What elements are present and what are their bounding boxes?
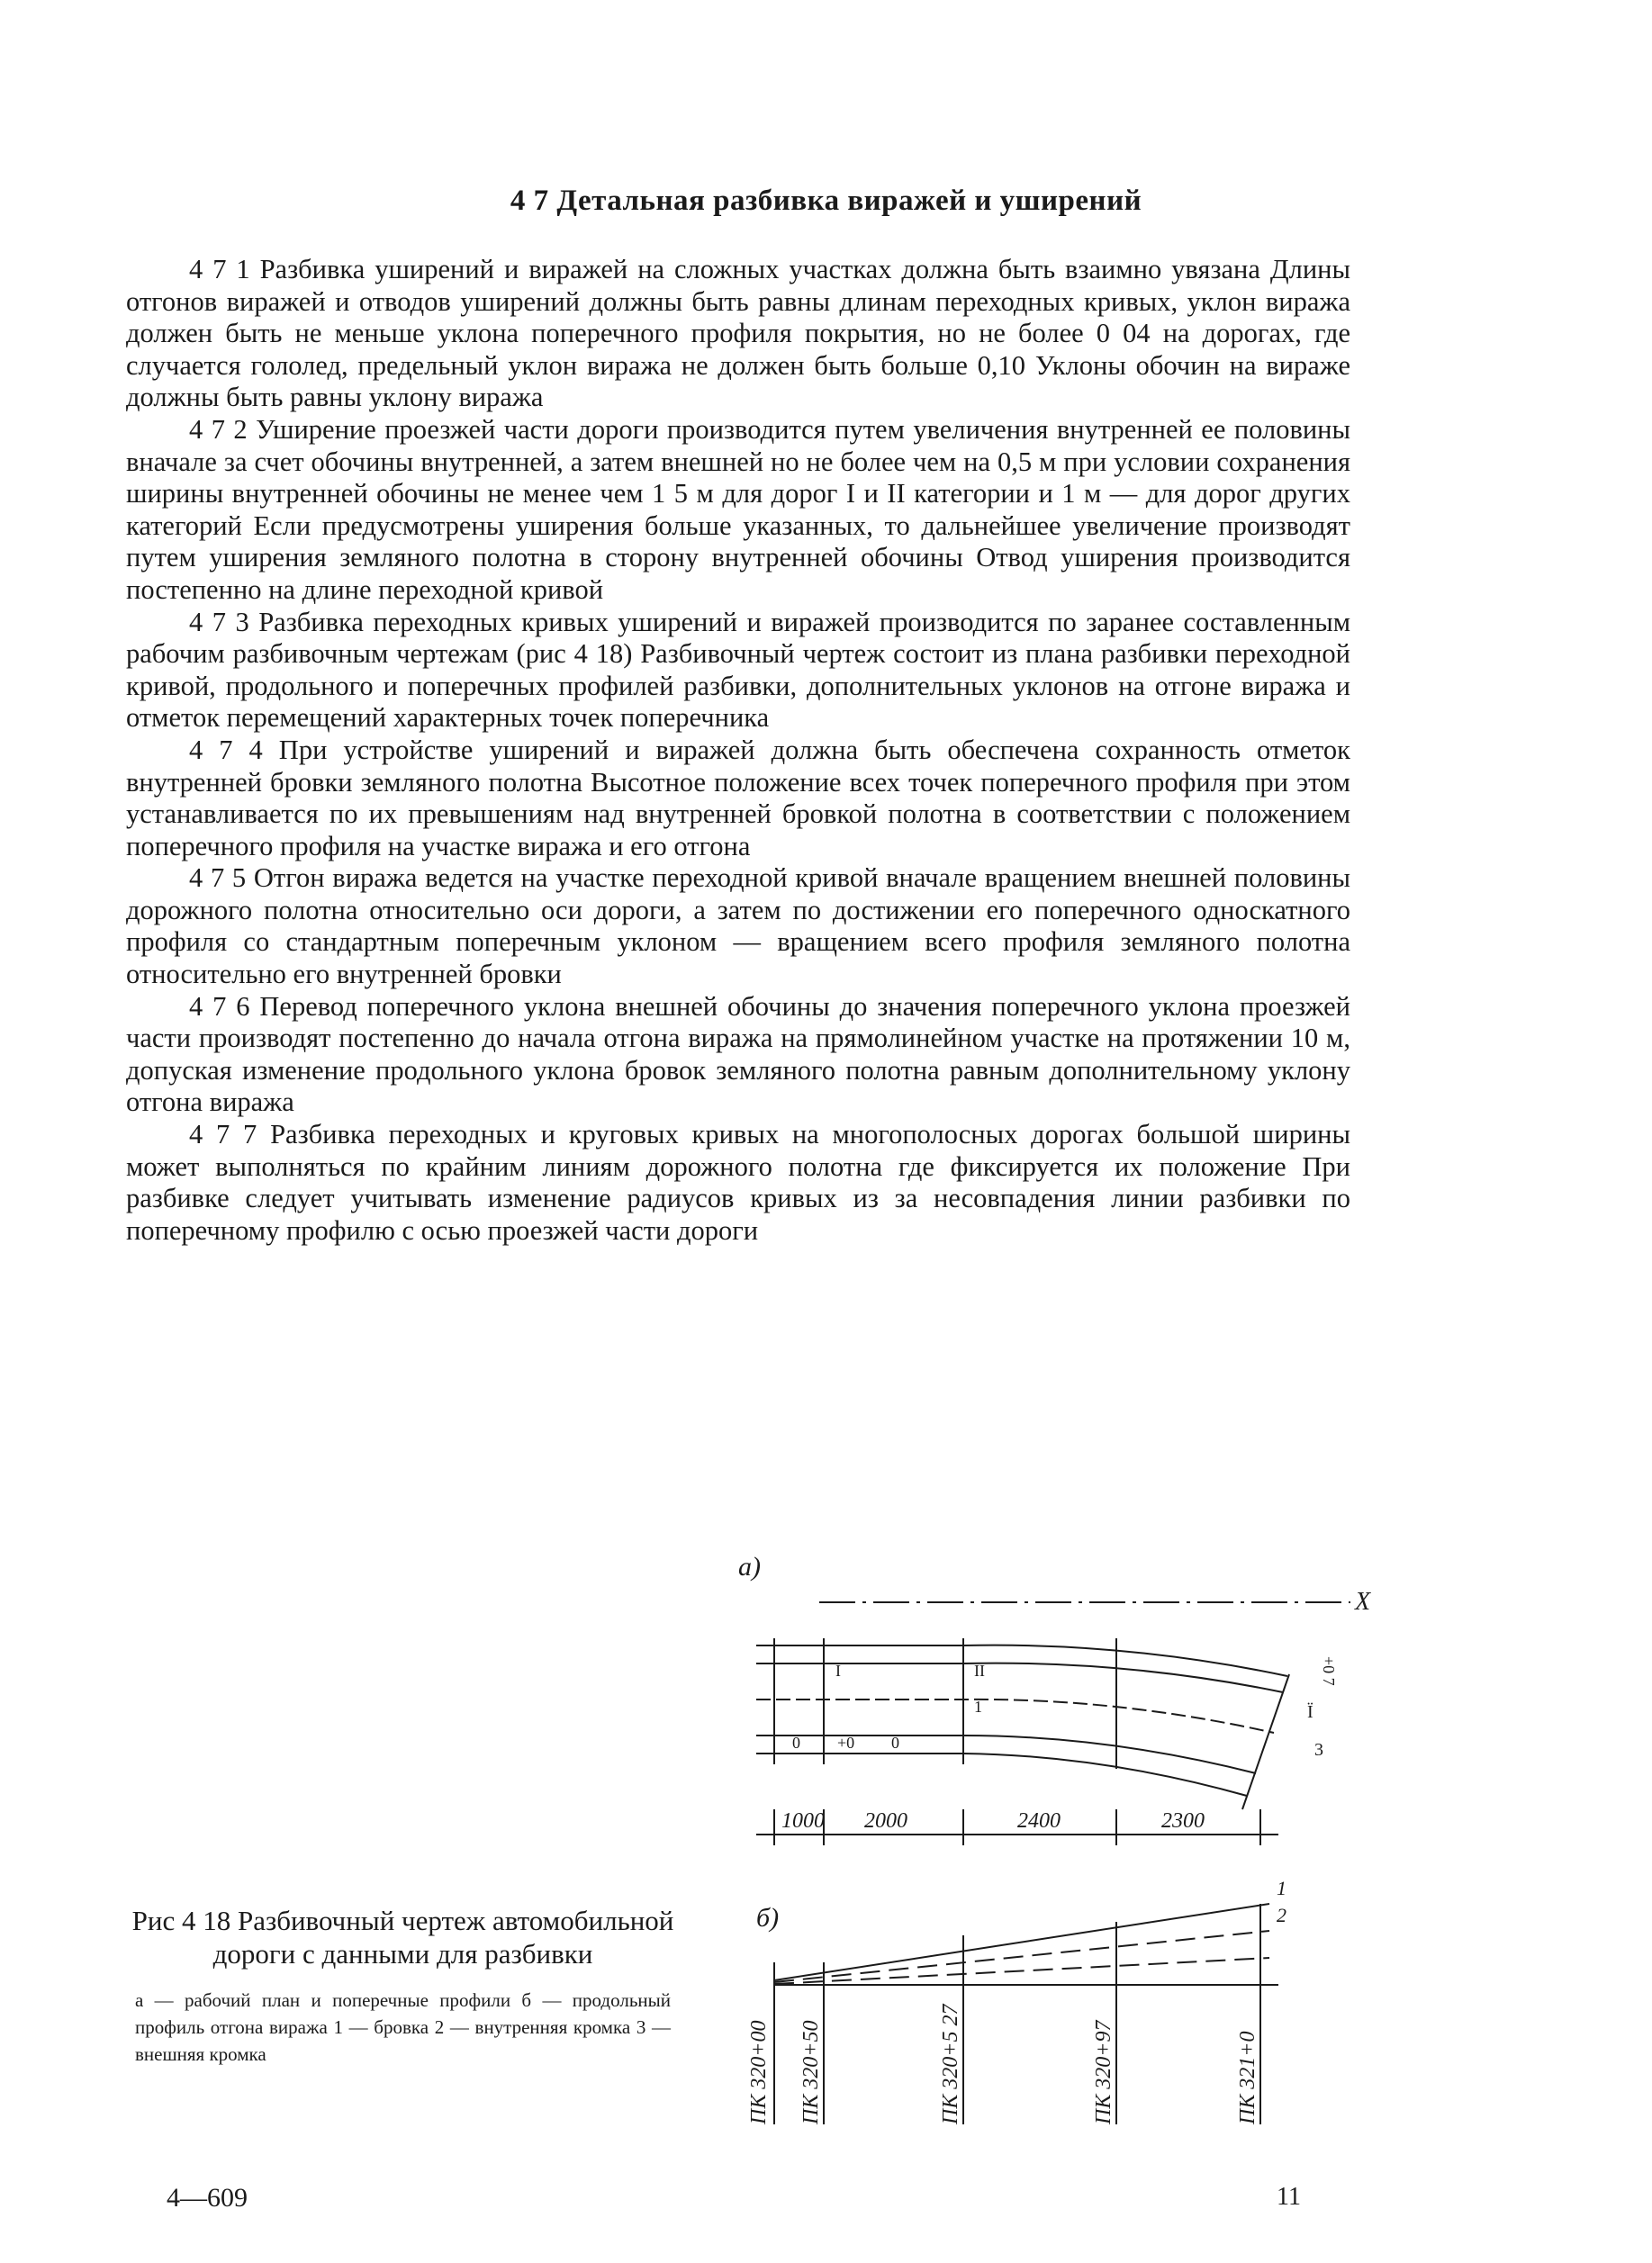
road-axis [756, 1700, 1274, 1733]
dimension-label: 2300 [1161, 1809, 1205, 1833]
paragraph: 4 7 4 При устройстве уширений и виражей должна быть обеспечена сохранность отметок внутренней бровки земляного полотна Высотное положение всех точек поперечного профиля при этом устанавливается по их превышениям над внутренней бровкой полотна в соответствии с положением поперечного профиля на участке виража и его отгона [126, 734, 1350, 861]
plan-mark: 1 [974, 1698, 982, 1716]
page-number: 11 [1277, 2183, 1301, 2211]
sheet-code: 4—609 [167, 2183, 248, 2213]
cross-section-line [1242, 1674, 1289, 1809]
plan-mark: 0 [891, 1734, 899, 1752]
paragraph: 4 7 1 Разбивка уширений и виражей на сложных участках должна быть взаимно увязана Длины отгонов виражей и отводов уширений должны быть равны длинам переходных кривых, уклон виража должен быть не меньше уклона поперечного профиля покрытия, но не более 0 04 на дорогах, где случается гололед, предельный уклон виража не должен быть больше 0,10 Уклоны обочин на вираже должны быть равны уклону виража [126, 254, 1350, 413]
profile-panel-label: б) [756, 1903, 780, 1933]
caption-legend: а — рабочий план и поперечные профили б — продольный профиль отгона виража 1 — бровка 2 — внутренняя кромка 3 — внешняя кромка [135, 1989, 671, 2065]
caption-title: Рис 4 18 Разбивочный чертеж автомобильной дороги с данными для разбивки [131, 1905, 674, 1970]
plan-mark: 3 [1314, 1740, 1323, 1760]
paragraph: 4 7 2 Уширение проезжей части дороги производится путем увеличения внутренней ее половины вначале за счет обочины внутренней, а затем внешней но не более чем на 0,5 м при условии сохранения ширины внутренней обочины не менее чем 1 5 м для дорог I и II категории и 1 м — для дорог других категорий Если предусмотрены уширения больше указанных, то дальнейшее увеличение производят путем уширения земляного полотна в сторону внутренней обочины Отвод уширения производится постепенно на длине переходной кривой [126, 413, 1350, 605]
figure-caption [126, 1904, 680, 2068]
profile-panel [747, 1877, 1286, 2125]
plan-mark: Ϊ [1307, 1702, 1313, 1722]
station-label: ПК 320+50 [799, 2020, 823, 2124]
body-text [126, 254, 1350, 1247]
station-label: ПК 320+5 27 [939, 2004, 962, 2124]
road-edge-inner [756, 1754, 1247, 1796]
plan-mark: I [835, 1662, 841, 1680]
station-label: ПК 321+0 [1236, 2031, 1259, 2124]
paragraph: 4 7 3 Разбивка переходных кривых уширений и виражей производится по заранее составленным рабочим разбивочным чертежам (рис 4 18) Разбивочный чертеж состоит из плана разбивки переходной кривой, продольного и поперечных профилей разбивки, дополнительных уклонов на отгоне виража и отметок перемещений характерных точек поперечника [126, 606, 1350, 734]
paragraph: 4 7 5 Отгон виража ведется на участке переходной кривой вначале вращением внешней половины дорожного полотна относительно оси дороги, а затем по достижении его поперечного односкатного профиля со стандартным поперечным уклоном — вращением всего профиля земляного полотна относительно его внутренней бровки [126, 862, 1350, 990]
station-label: ПК 320+00 [747, 2020, 771, 2124]
paragraph: 4 7 7 Разбивка переходных и круговых кривых на многополосных дорогах большой ширины может выполняться по крайним линиям дорожного полотна где фиксируется их положение При разбивке следует учитывать изменение радиусов кривых из за несовпадения линии разбивки по поперечному профилю с осью проезжей части дороги [126, 1119, 1350, 1246]
plan-mark: II [974, 1662, 985, 1680]
section-heading: 4 7 Детальная разбивка виражей и уширений [510, 185, 1142, 217]
paragraph: 4 7 6 Перевод поперечного уклона внешней обочины до значения поперечного уклона проезжей части производят постепенно до начала отгона виража на прямолинейном участке на протяжении 10 м, допуская изменение продольного уклона бровок земляного полотна равным дополнительному уклону отгона виража [126, 990, 1350, 1118]
profile-line-label: 1 [1277, 1877, 1286, 1899]
plan-panel-label: а) [738, 1552, 761, 1582]
dimension-label: 2000 [864, 1809, 907, 1833]
x-axis-label: X [1355, 1588, 1371, 1616]
profile-line-label: 2 [1277, 1904, 1286, 1926]
plan-mark: +0 7 [1320, 1656, 1338, 1686]
plan-panel [738, 1552, 1371, 1845]
profile-line-outer-edge [774, 1958, 1269, 1984]
station-label: ПК 320+97 [1092, 2020, 1115, 2124]
profile-line-inner-edge [774, 1931, 1269, 1982]
figure-4-18 [738, 1548, 1386, 2160]
plan-mark: +0 [837, 1734, 855, 1752]
dimension-label: 2400 [1017, 1809, 1061, 1833]
dimension-label: 1000 [781, 1809, 825, 1833]
plan-mark: 0 [792, 1734, 800, 1752]
profile-line-brow [774, 1904, 1269, 1980]
